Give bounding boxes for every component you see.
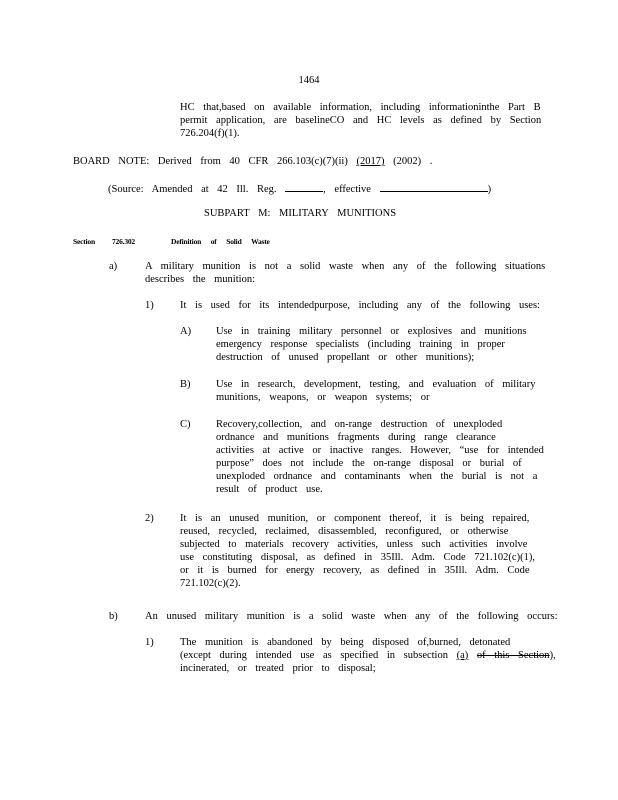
intro-line-1: HC that,based on available information, including informationinthe Part B bbox=[180, 102, 541, 113]
source-close: ) bbox=[487, 184, 492, 195]
a2-marker: 2) bbox=[145, 513, 154, 524]
a1B-line-1: Use in research, development, testing, and evaluation of military bbox=[216, 379, 536, 390]
a1A-line-1: Use in training military personnel or explosives and munitions bbox=[216, 326, 527, 337]
b1-line-2-end: ), bbox=[549, 650, 556, 661]
b1-line-2 bbox=[180, 649, 556, 662]
board-note bbox=[73, 155, 432, 168]
intro-line-3: 726.204(f)(1). bbox=[180, 128, 240, 139]
a1A-marker: A) bbox=[180, 326, 192, 337]
para-b-marker: b) bbox=[109, 611, 118, 622]
section-title: Definition of Solid Waste bbox=[171, 237, 270, 246]
a1C-line-3: activities at active or inactive ranges. However, “use for intended bbox=[216, 445, 544, 456]
subpart-heading: SUBPART M: MILITARY MUNITIONS bbox=[204, 208, 397, 219]
effective-date-blank bbox=[380, 182, 488, 192]
para-a-line-2: describes the munition: bbox=[145, 274, 255, 285]
source-comma: , bbox=[323, 184, 326, 195]
page-number: 1464 bbox=[298, 75, 320, 86]
source-amended: Amended at 42 Ill. Reg. bbox=[151, 184, 277, 195]
a1-text: It is used for its intendedpurpose, including any of the following uses: bbox=[180, 300, 540, 311]
b1-inserted-ref: (a) bbox=[456, 650, 469, 661]
a1B-marker: B) bbox=[180, 379, 191, 390]
board-note-year-old: (2002) bbox=[393, 156, 422, 167]
a1A-line-2: emergency response specialists (including training in proper bbox=[216, 339, 505, 350]
board-note-text: Derived from 40 CFR 266.103(c)(7)(ii) bbox=[157, 156, 348, 167]
a1-marker: 1) bbox=[145, 300, 154, 311]
a2-line-4: use constituting disposal, as defined in 35Ill. Adm. Code 721.102(c)(1), bbox=[180, 552, 535, 563]
a1B-line-2: munitions, weapons, or weapon systems; or bbox=[216, 392, 430, 403]
para-b-text: An unused military munition is a solid waste when any of the following occurs: bbox=[145, 611, 558, 622]
section-label: Section bbox=[73, 237, 95, 246]
board-note-year-new: (2017) bbox=[356, 156, 385, 167]
para-a-line-1: A military munition is not a solid waste when any of the following situations bbox=[145, 261, 546, 272]
a1C-line-5: unexploded ordnance and contaminants when the burial is not a bbox=[216, 471, 538, 482]
a2-line-2: reused, recycled, reclaimed, disassembled, reconfigured, or otherwise bbox=[180, 526, 509, 537]
b1-line-2-prefix: (except during intended use as specified in subsection bbox=[180, 650, 448, 661]
a2-line-6: 721.102(c)(2). bbox=[180, 578, 241, 589]
a1C-line-1: Recovery,collection, and on-range destruction of unexploded bbox=[216, 419, 503, 430]
source-line bbox=[108, 182, 491, 196]
a1C-marker: C) bbox=[180, 419, 191, 430]
reg-page-blank bbox=[285, 182, 323, 192]
a2-line-5: or it is burned for energy recovery, as defined in 35Ill. Adm. Code bbox=[180, 565, 530, 576]
source-effective: effective bbox=[334, 184, 371, 195]
a1C-line-6: result of product use. bbox=[216, 484, 323, 495]
a2-line-3: subjected to materials recovery activities, unless such activities involve bbox=[180, 539, 528, 550]
b1-line-1: The munition is abandoned by being disposed of,burned, detonated bbox=[180, 637, 511, 648]
a2-line-1: It is an unused munition, or component thereof, it is being repaired, bbox=[180, 513, 530, 524]
b1-line-3: incinerated, or treated prior to disposal; bbox=[180, 663, 376, 674]
a1C-line-4: purpose” does not include the on-range disposal or burial of bbox=[216, 458, 522, 469]
b1-marker: 1) bbox=[145, 637, 154, 648]
intro-line-2: permit application, are baselineCO and HC levels as defined by Section bbox=[180, 115, 542, 126]
para-a-marker: a) bbox=[109, 261, 118, 272]
section-number: 726.302 bbox=[112, 237, 135, 246]
board-note-label: BOARD NOTE: bbox=[73, 156, 150, 167]
a1A-line-3: destruction of unused propellant or other munitions); bbox=[216, 352, 475, 363]
source-prefix: (Source: bbox=[108, 184, 144, 195]
board-note-end: . bbox=[429, 156, 433, 167]
a1C-line-2: ordnance and munitions fragments during range clearance bbox=[216, 432, 496, 443]
b1-struck-text: of this Section bbox=[476, 650, 550, 661]
